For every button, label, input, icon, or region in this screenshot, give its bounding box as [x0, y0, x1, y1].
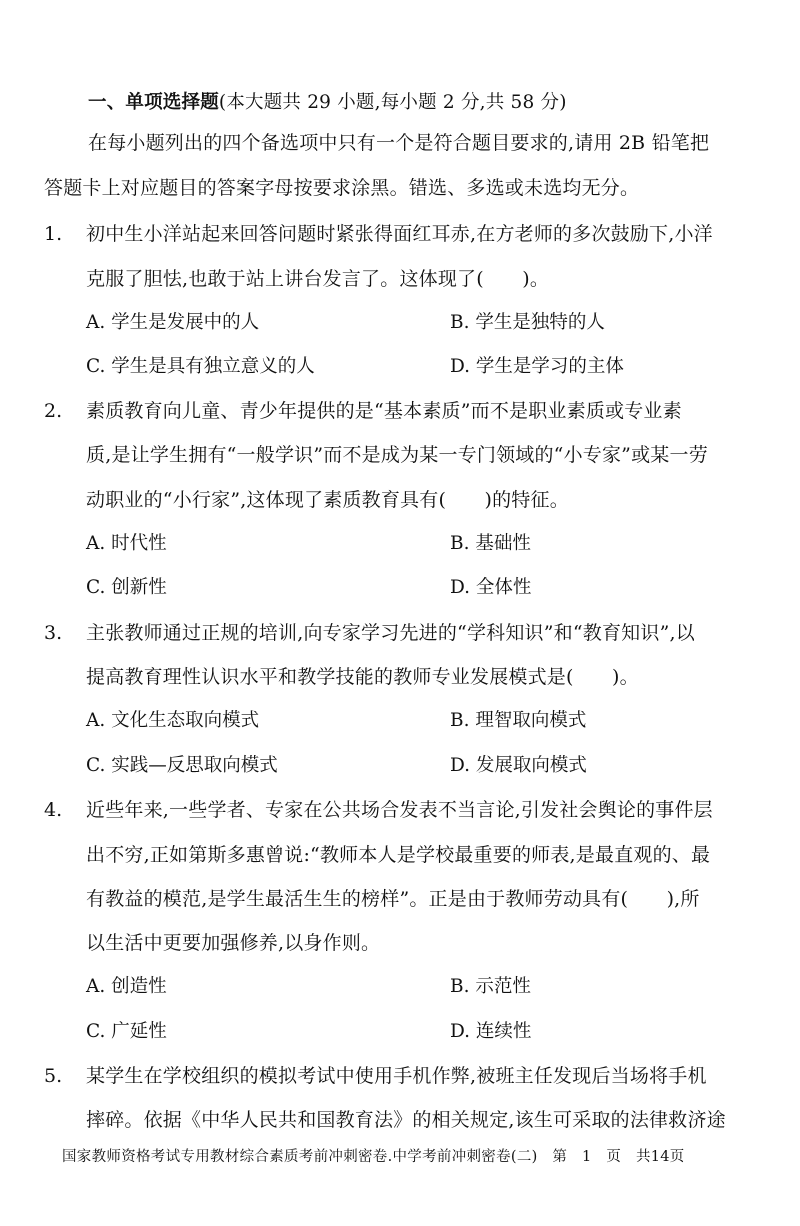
question-4-option-d: D. 连续性 — [450, 1021, 532, 1042]
question-2-line-1: 素质教育向儿童、青少年提供的是“基本素质”而不是职业素质或专业素 — [86, 400, 682, 422]
instruction-line-2: 答题卡上对应题目的答案字母按要求涂黑。错选、多选或未选均无分。 — [44, 177, 640, 199]
section-title — [88, 88, 567, 118]
question-5-number: 5. — [44, 1065, 63, 1087]
question-4-line-2: 出不穷,正如第斯多惠曾说:“教师本人是学校最重要的师表,是最直观的、最 — [86, 844, 711, 866]
question-1-number: 1. — [44, 223, 63, 245]
question-3-line-2: 提高教育理性认识水平和教学技能的教师专业发展模式是( )。 — [86, 666, 639, 688]
question-3-option-d: D. 发展取向模式 — [450, 755, 587, 776]
question-1-option-d: D. 学生是学习的主体 — [450, 356, 624, 377]
question-2-option-a: A. 时代性 — [86, 533, 167, 554]
section-title-rest: (本大题共 29 小题,每小题 2 分,共 58 分) — [218, 92, 567, 113]
question-3-number: 3. — [44, 622, 63, 644]
question-2-line-2: 质,是让学生拥有“一般学识”而不是成为某一专门领域的“小专家”或某一劳 — [86, 444, 708, 466]
question-3-option-a: A. 文化生态取向模式 — [86, 710, 260, 731]
question-1-option-a: A. 学生是发展中的人 — [86, 312, 260, 333]
question-4-line-3: 有教益的模范,是学生最活生生的榜样”。正是由于教师劳动具有( ),所 — [86, 888, 700, 910]
question-4-option-b: B. 示范性 — [450, 976, 531, 997]
question-1-option-b: B. 学生是独特的人 — [450, 312, 605, 333]
question-4-line-4: 以生活中更要加强修养,以身作则。 — [86, 932, 381, 954]
question-5-line-2: 摔碎。依据《中华人民共和国教育法》的相关规定,该生可采取的法律救济途 — [86, 1109, 726, 1131]
question-3-option-c: C. 实践—反思取向模式 — [86, 755, 278, 776]
question-1-option-c: C. 学生是具有独立意义的人 — [86, 356, 315, 377]
question-5-line-1: 某学生在学校组织的模拟考试中使用手机作弊,被班主任发现后当场将手机 — [86, 1065, 707, 1087]
question-2-option-b: B. 基础性 — [450, 533, 531, 554]
instruction-line-1: 在每小题列出的四个备选项中只有一个是符合题目要求的,请用 2B 铅笔把 — [88, 132, 710, 154]
question-1-line-1: 初中生小洋站起来回答问题时紧张得面红耳赤,在方老师的多次鼓励下,小洋 — [86, 223, 713, 245]
question-3-line-1: 主张教师通过正规的培训,向专家学习先进的“学科知识”和“教育知识”,以 — [86, 622, 695, 644]
page-footer: 国家教师资格考试专用教材综合素质考前冲刺密卷.中学考前冲刺密卷(二) 第 1 页 共14页 — [62, 1149, 685, 1165]
question-4-option-a: A. 创造性 — [86, 976, 167, 997]
question-2-number: 2. — [44, 400, 63, 422]
question-4-number: 4. — [44, 799, 63, 821]
question-4-line-1: 近些年来,一些学者、专家在公共场合发表不当言论,引发社会舆论的事件层 — [86, 799, 713, 821]
question-4-option-c: C. 广延性 — [86, 1021, 167, 1042]
question-2-option-c: C. 创新性 — [86, 577, 167, 598]
question-2-line-3: 动职业的“小行家”,这体现了素质教育具有( )的特征。 — [86, 489, 569, 511]
section-title-bold: 一、单项选择题 — [88, 92, 219, 113]
question-3-option-b: B. 理智取向模式 — [450, 710, 587, 731]
question-2-option-d: D. 全体性 — [450, 577, 532, 598]
question-1-line-2: 克服了胆怯,也敢于站上讲台发言了。这体现了( )。 — [86, 268, 550, 290]
